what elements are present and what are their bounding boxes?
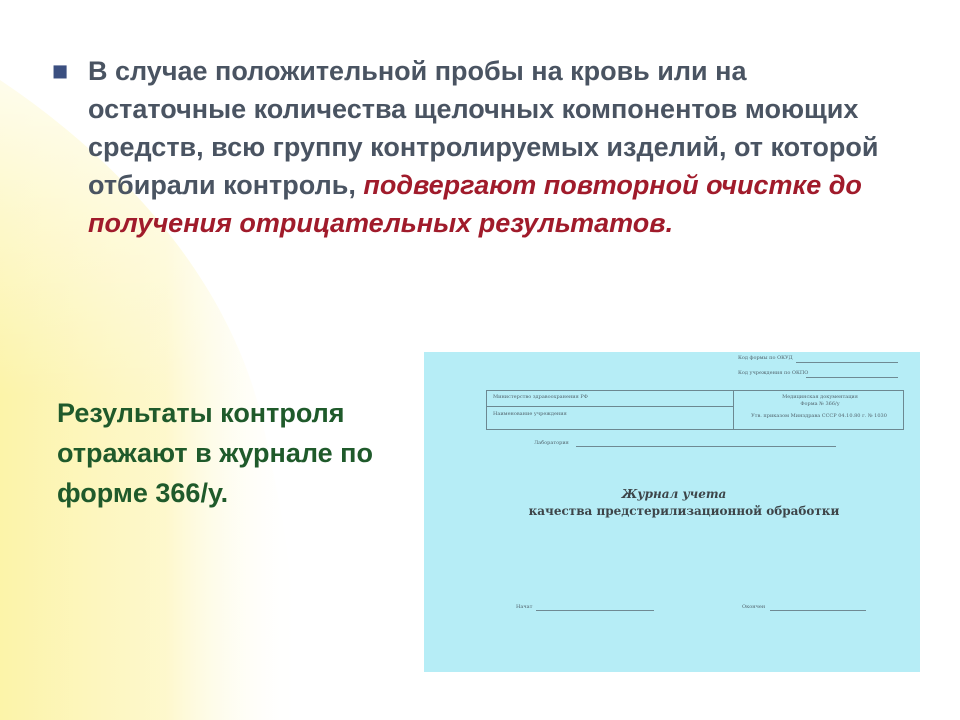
journal-form-image bbox=[424, 352, 920, 672]
institution-name-label: Наименование учреждения bbox=[493, 411, 567, 417]
form-header-box bbox=[486, 390, 904, 430]
bullet-marker: ■ bbox=[52, 56, 69, 86]
journal-title bbox=[494, 486, 874, 520]
institution-code-line bbox=[806, 377, 898, 378]
journal-title-line1: Журнал учета bbox=[621, 487, 727, 501]
side-paragraph: Результаты контроля отражают в журнале по форме 366/у. bbox=[57, 398, 373, 508]
end-line bbox=[770, 610, 866, 611]
main-paragraph-normal: В случае положительной пробы на кровь или на остаточные количества щелочных компонентов моющих средств, всю группу контролируемых изделий, от которой отбирали контроль, bbox=[88, 56, 879, 200]
form-header-row-divider bbox=[487, 406, 733, 407]
laboratory-line bbox=[576, 446, 836, 447]
form-number-label: Форма № 366/у bbox=[800, 401, 840, 407]
main-paragraph-highlight: подвергают повторной очистке до получения отрицательных результатов. bbox=[88, 170, 862, 238]
approved-label: Утв. приказом Минздрава СССР 04.10.80 г. № 1030 bbox=[751, 413, 887, 419]
ministry-label: Министерство здравоохранения РФ bbox=[493, 394, 588, 400]
end-label: Окончен bbox=[742, 604, 766, 610]
form-header-divider bbox=[733, 391, 734, 429]
start-line bbox=[536, 610, 654, 611]
medical-doc-label: Медицинская документация bbox=[782, 394, 858, 400]
start-label: Начат bbox=[516, 604, 533, 610]
form-code-line bbox=[796, 362, 898, 363]
laboratory-label: Лаборатория bbox=[534, 440, 569, 446]
main-paragraph bbox=[52, 52, 882, 242]
journal-title-line2: качества предстерилизационной обработки bbox=[528, 504, 840, 518]
form-code-label: Код формы по ОКУД bbox=[738, 355, 793, 361]
institution-code-label: Код учреждения по ОКПО bbox=[738, 370, 809, 376]
